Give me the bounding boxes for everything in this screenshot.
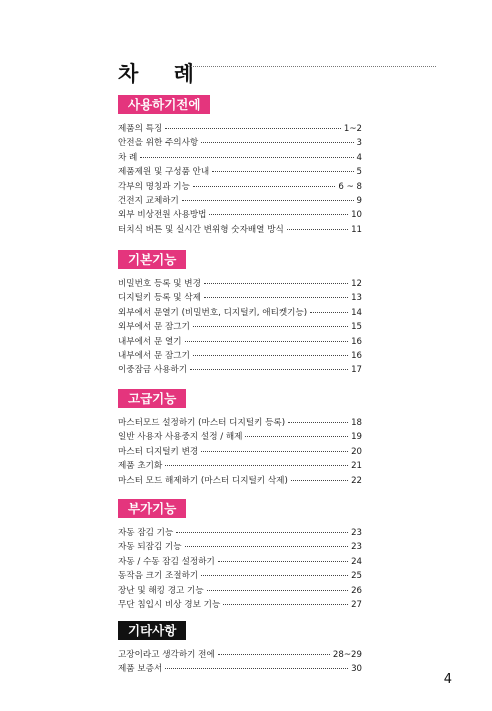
leader-dots — [204, 283, 348, 284]
toc-entry[interactable] — [118, 151, 362, 165]
toc-entry[interactable] — [118, 291, 362, 305]
toc-entry[interactable] — [118, 208, 362, 222]
toc-label: 건전지 교체하기 — [118, 196, 179, 207]
section-extra-functions — [118, 498, 362, 612]
section-other — [118, 620, 362, 677]
toc-entry[interactable] — [118, 555, 362, 569]
toc-page: 17 — [351, 365, 362, 376]
leader-dots — [201, 451, 348, 452]
section-heading: 기타사항 — [118, 621, 186, 640]
toc-label: 안전을 위한 주의사항 — [118, 138, 199, 149]
toc-entry[interactable] — [118, 526, 362, 540]
toc-label: 마스터 디지털키 변경 — [118, 446, 199, 457]
toc-page: 20 — [351, 446, 362, 457]
toc-label: 제품 보증서 — [118, 664, 163, 675]
toc-label: 마스터 모드 해제하기 (마스터 디지털키 삭제) — [118, 475, 288, 486]
leader-dots — [288, 422, 348, 423]
toc-page: 25 — [351, 571, 362, 582]
toc-entry[interactable] — [118, 306, 362, 320]
toc-entry[interactable] — [118, 223, 362, 237]
leader-dots — [165, 668, 348, 669]
toc-entry[interactable] — [118, 165, 362, 179]
toc-page: 4 — [356, 152, 362, 163]
leader-dots — [201, 142, 353, 143]
toc-label: 무단 침입시 비상 경보 기능 — [118, 600, 221, 611]
toc-page: 21 — [351, 461, 362, 472]
toc-page: 12 — [351, 279, 362, 289]
toc-page: 30 — [351, 664, 362, 675]
toc-page: 18 — [351, 418, 362, 428]
toc-entry[interactable] — [118, 349, 362, 363]
toc-page: 10 — [351, 210, 362, 221]
page-title: 차 례 — [118, 62, 208, 86]
toc-entry[interactable] — [118, 598, 362, 612]
toc-label: 고장이라고 생각하기 전에 — [118, 650, 215, 660]
page-number: 4 — [443, 672, 452, 687]
leader-dots — [218, 654, 330, 655]
leader-dots — [209, 214, 348, 215]
leader-dots — [201, 575, 348, 576]
toc-entry[interactable] — [118, 540, 362, 554]
leader-dots — [207, 590, 348, 591]
toc-label: 일반 사용자 사용중지 설정 / 해제 — [118, 432, 243, 443]
toc-label: 이중잠금 사용하기 — [118, 365, 188, 376]
toc-page: 1~2 — [343, 124, 362, 134]
toc-page: 11 — [351, 224, 362, 235]
toc-page: 9 — [356, 196, 362, 207]
toc-entry[interactable] — [118, 662, 362, 676]
title-dotted-rule — [188, 66, 436, 67]
leader-dots — [212, 171, 353, 172]
leader-dots — [185, 341, 348, 342]
toc-page: 19 — [351, 432, 362, 443]
toc-page: 24 — [351, 556, 362, 567]
toc-page: 14 — [351, 307, 362, 318]
toc-label: 자동 되잠김 기능 — [118, 542, 182, 553]
section-heading: 사용하기전에 — [118, 95, 210, 114]
leader-dots — [190, 369, 348, 370]
toc-entry[interactable] — [118, 416, 362, 430]
toc-label: 내부에서 문 열기 — [118, 336, 182, 347]
toc-page: 26 — [351, 585, 362, 596]
section-heading: 고급기능 — [118, 389, 186, 408]
toc-page: 5 — [356, 167, 362, 178]
toc-label: 내부에서 문 잠그기 — [118, 351, 190, 362]
toc-entry[interactable] — [118, 445, 362, 459]
leader-dots — [218, 561, 348, 562]
toc-label: 비밀번호 등록 및 변경 — [118, 279, 201, 289]
toc-page: 23 — [351, 528, 362, 538]
leader-dots — [310, 312, 348, 313]
toc-label: 자동 / 수동 잠김 설정하기 — [118, 556, 215, 567]
toc-page: 27 — [351, 600, 362, 611]
toc-label: 각부의 명칭과 기능 — [118, 181, 190, 192]
toc-page: 13 — [351, 293, 362, 304]
toc-page: 16 — [351, 351, 362, 362]
toc-page: 28~29 — [332, 650, 362, 660]
leader-dots — [291, 480, 348, 481]
toc-entry[interactable] — [118, 459, 362, 473]
section-basic-functions — [118, 249, 362, 378]
toc-page: 15 — [351, 322, 362, 333]
toc-page: 3 — [356, 138, 362, 149]
toc-page: 6 ~ 8 — [338, 181, 362, 192]
toc-label: 디지털키 등록 및 삭제 — [118, 293, 201, 304]
leader-dots — [185, 546, 348, 547]
toc-page: 23 — [351, 542, 362, 553]
toc-entry[interactable] — [118, 569, 362, 583]
toc-label: 터치식 버튼 및 실시간 변위형 숫자배열 방식 — [118, 224, 284, 235]
toc-label: 동작음 크기 조절하기 — [118, 571, 199, 582]
toc-label: 제품의 특징 — [118, 124, 163, 134]
toc-label: 차 례 — [118, 152, 138, 163]
leader-dots — [140, 157, 353, 158]
toc-entry[interactable] — [118, 136, 362, 150]
leader-dots — [204, 297, 348, 298]
leader-dots — [193, 355, 348, 356]
leader-dots — [287, 229, 348, 230]
section-before-use — [118, 94, 362, 237]
toc-label: 외부에서 문열기 (비밀번호, 디지털키, 애티켓기능) — [118, 307, 308, 318]
toc-label: 외부 비상전원 사용방법 — [118, 210, 207, 221]
toc-entry[interactable] — [118, 474, 362, 488]
toc-label: 마스터모드 설정하기 (마스터 디지털키 등록) — [118, 418, 286, 428]
toc-entry[interactable] — [118, 320, 362, 334]
toc-label: 외부에서 문 잠그기 — [118, 322, 190, 333]
toc-label: 장난 및 해킹 경고 기능 — [118, 585, 204, 596]
toc-page: 22 — [351, 475, 362, 486]
leader-dots — [182, 200, 354, 201]
leader-dots — [193, 326, 348, 327]
toc-page: 16 — [351, 336, 362, 347]
leader-dots — [245, 436, 348, 437]
toc-entry[interactable] — [118, 122, 362, 136]
leader-dots — [165, 465, 348, 466]
toc-entry[interactable] — [118, 648, 362, 662]
section-heading: 기본기능 — [118, 250, 186, 269]
toc-label: 제품 초기화 — [118, 461, 163, 472]
toc-label: 자동 잠김 기능 — [118, 528, 174, 538]
toc-entry[interactable] — [118, 180, 362, 194]
toc-entry[interactable] — [118, 430, 362, 444]
leader-dots — [165, 128, 341, 129]
toc-entry[interactable] — [118, 277, 362, 291]
toc-label: 제품제원 및 구성품 안내 — [118, 167, 210, 178]
section-heading: 부가기능 — [118, 499, 186, 518]
leader-dots — [223, 604, 348, 605]
leader-dots — [193, 186, 336, 187]
toc-entry[interactable] — [118, 584, 362, 598]
section-advanced-functions — [118, 388, 362, 488]
leader-dots — [176, 532, 348, 533]
toc-entry[interactable] — [118, 335, 362, 349]
toc-entry[interactable] — [118, 363, 362, 377]
toc-entry[interactable] — [118, 194, 362, 208]
